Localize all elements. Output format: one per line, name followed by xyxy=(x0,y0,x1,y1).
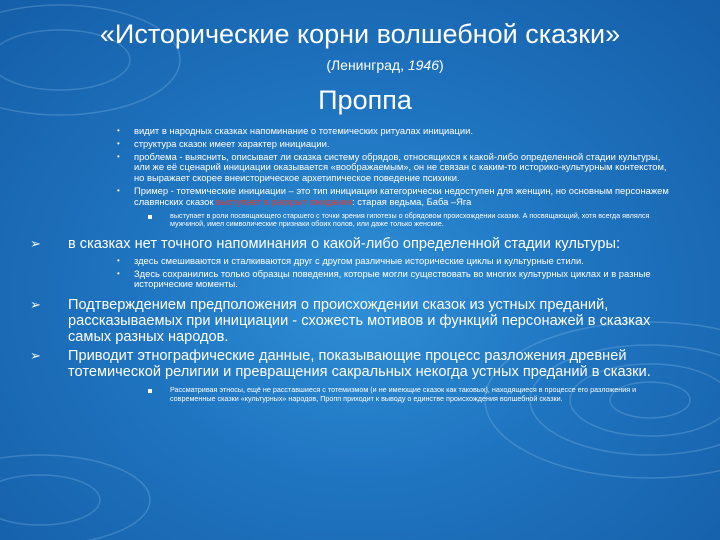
list-item xyxy=(117,254,674,267)
subtitle-suffix: ) xyxy=(439,57,444,73)
arrow-bullet-icon: ➢ xyxy=(30,348,41,364)
slide-title: «Исторические корни волшебной сказки» xyxy=(99,19,621,49)
highlighted-text: выступает в раскрыт ожидания xyxy=(216,195,353,207)
bullet-icon: • xyxy=(117,126,120,135)
list-item xyxy=(117,125,674,137)
list-item xyxy=(170,386,680,403)
list-item xyxy=(30,297,688,346)
list-item xyxy=(170,212,680,229)
list-item xyxy=(117,150,674,184)
list-item xyxy=(117,137,674,150)
slide-subtitle xyxy=(0,56,720,74)
item-text: Пример - тотемические инициации – это тип инициации категорически недоступен для женщин, но основным персонажем славянских сказок xyxy=(134,184,669,207)
square-bullet-icon xyxy=(148,389,152,393)
bullet-icon: • xyxy=(117,138,120,148)
list-item xyxy=(117,267,674,291)
list-item xyxy=(117,184,674,208)
item-text: в сказках нет точного напоминания о какой-либо определенной стадии культуры: xyxy=(68,235,621,252)
bullet-icon: • xyxy=(117,268,120,278)
subtitle-year: 1946 xyxy=(407,57,440,73)
bullet-icon: • xyxy=(117,185,120,195)
slide-author: Проппа xyxy=(318,85,412,115)
list-item xyxy=(30,235,688,252)
item-text: видит в народных сказках напоминание о тотемических ритуалах инициации. xyxy=(134,125,473,136)
item-text: Рассматривая этносы, ещё не расставшиеся с тотемизмом (и не имеющие сказок как таковых), находящиеся в процессе его разложения и современные сказки «культурных» народов, Пропп приходит к выводу о единстве происхождения волшебной сказки. xyxy=(170,385,637,403)
item-text: Здесь сохранились только образцы поведения, которые могли существовать во многих культурных циклах и в разные исторические моменты. xyxy=(134,267,651,290)
bullet-icon: • xyxy=(117,255,120,265)
bullet-list xyxy=(0,126,720,403)
item-text: проблема - выяснить, описывает ли сказка систему обрядов, относящихся к какой-либо определенной стадии культуры, или же её сценарий инициации оказывается «воображаемым», он не связан с каким-то историко-культурным контекстом, но выражает скорее внеисторическое архетипическое поведение психики. xyxy=(134,150,667,184)
item-text: выступает в роли посвящающего старшего с точки зрения гипотезы о обрядовом происхождении сказки. А посвящающий, хотя всегда являлся мужчиной, имел символические признаки обоих полов, или даже только женские. xyxy=(170,210,650,229)
bullet-icon: • xyxy=(117,151,120,161)
list-item xyxy=(30,348,688,381)
item-text: Подтверждением предположения о происхождении сказок из устных преданий, рассказываемых при инициации - схожесть мотивов и функций персонажей в сказках самых разных народов. xyxy=(68,297,651,346)
subtitle-prefix: (Ленинград, xyxy=(326,57,408,73)
arrow-bullet-icon: ➢ xyxy=(30,235,41,251)
item-text: Приводит этнографические данные, показывающие процесс разложения древней тотемической религии и превращения сакральных некогда устных преданий в сказки. xyxy=(68,348,651,381)
item-text: структура сказок имеет характер инициации. xyxy=(134,137,330,149)
item-text: здесь смешиваются и сталкиваются друг с другом различные исторические циклы и культурные стили. xyxy=(134,254,584,266)
square-bullet-icon xyxy=(148,215,152,219)
item-text: : старая ведьма, Баба –Яга xyxy=(352,195,472,207)
arrow-bullet-icon: ➢ xyxy=(30,297,41,313)
